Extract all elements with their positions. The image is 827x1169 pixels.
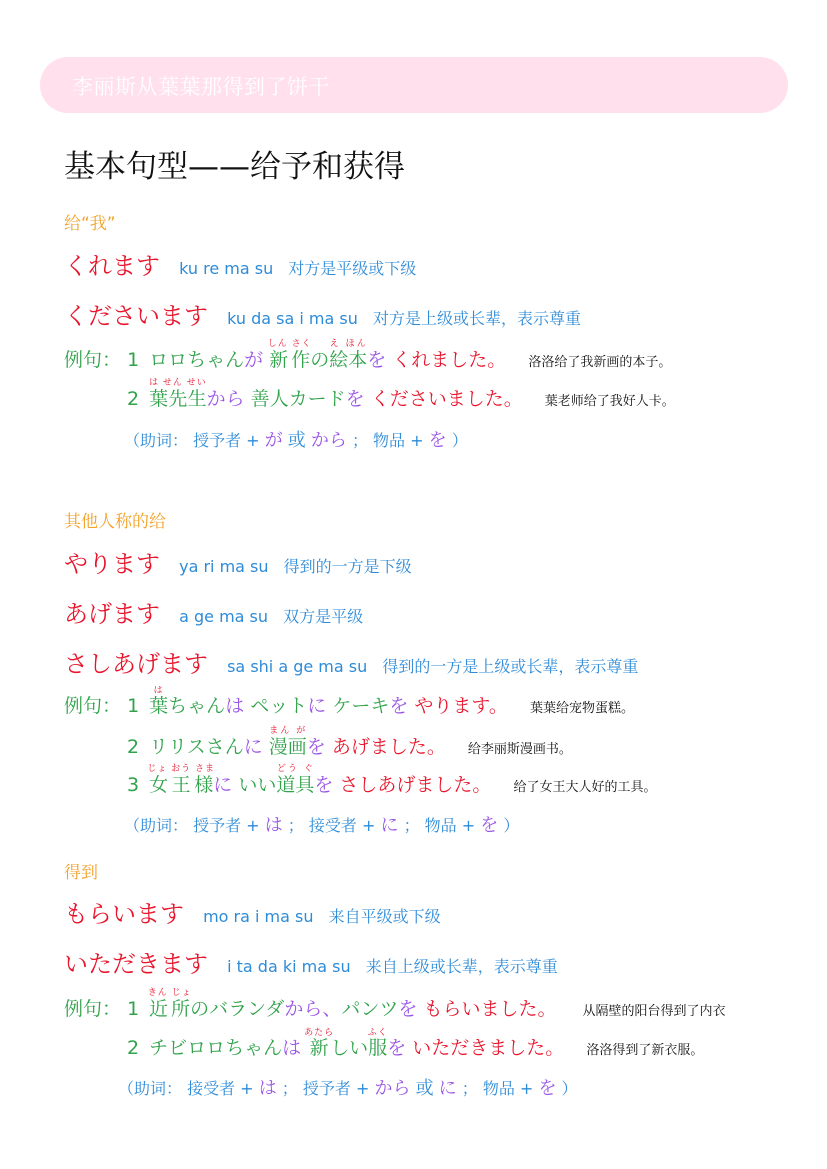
particle: から、 — [284, 998, 342, 1020]
particle-note: （助词： 授予者 + は ； 接受者 + に ； 物品 + を ） — [124, 815, 520, 836]
translation: 洛洛得到了新衣服。 — [586, 1043, 704, 1058]
furigana-word: 葉は — [149, 686, 169, 717]
furigana-word: 近所きん じょ — [147, 988, 192, 1020]
particle: が — [244, 349, 264, 371]
verb: あげました。 — [331, 736, 446, 758]
example-sentence — [127, 726, 572, 759]
meaning: 来自平级或下级 — [328, 907, 441, 926]
furigana-word: 葉先生は せん せい — [148, 378, 207, 410]
particle: を — [306, 736, 326, 758]
word: ケーキ — [332, 695, 390, 717]
particle: を — [345, 388, 365, 410]
example-sentence — [127, 764, 657, 797]
meaning: 得到的一方是下级 — [283, 557, 412, 576]
meaning: 来自上级或长辈，表示尊重 — [365, 957, 558, 976]
furigana-word: 絵本え ほん — [329, 339, 368, 371]
particle: から — [206, 388, 245, 410]
example-number: 2 — [127, 736, 140, 758]
example-number: 2 — [127, 1037, 140, 1059]
section-heading-receive: 得到 — [64, 863, 98, 883]
word: ロロちゃん — [149, 349, 245, 371]
verb: もらいます — [64, 900, 184, 928]
meaning: 双方是平级 — [283, 607, 364, 626]
verb: くれます — [64, 252, 160, 280]
romaji: ku re ma su — [179, 259, 274, 278]
word: 善人カード — [250, 388, 346, 410]
particle: は — [282, 1037, 302, 1059]
meaning: 对方是上级或长辈，表示尊重 — [372, 309, 581, 328]
particle: を — [389, 695, 409, 717]
meaning: 对方是平级或下级 — [288, 259, 417, 278]
example-number: 1 — [127, 695, 140, 717]
translation: 从隔壁的阳台得到了内衣 — [582, 1004, 726, 1019]
translation: 葉葉给宠物蛋糕。 — [529, 701, 634, 716]
particle-note: （助词： 接受者 + は ； 授予者 + から 或 に ； 物品 + を ） — [118, 1078, 578, 1099]
romaji: ku da sa i ma su — [227, 309, 358, 328]
furigana-word: 漫画まん が — [268, 726, 307, 758]
romaji: mo ra i ma su — [203, 907, 314, 926]
verb: くださいます — [64, 302, 208, 330]
verb: やります — [64, 550, 160, 578]
romaji: a ge ma su — [179, 607, 269, 626]
section-heading-others-give: 其他人称的给 — [64, 512, 166, 532]
word: のバランダ — [190, 998, 285, 1020]
verb-row — [64, 894, 441, 929]
verb-row — [64, 246, 416, 281]
translation: 洛洛给了我新画的本子。 — [528, 355, 672, 370]
word: パンツ — [341, 998, 399, 1020]
particle: を — [314, 774, 334, 796]
verb: さしあげました。 — [339, 774, 492, 796]
particle: に — [243, 736, 263, 758]
verb-row — [64, 544, 412, 579]
verb: もらいました。 — [423, 998, 557, 1020]
verb: いただきます — [64, 950, 208, 978]
section-heading-give-me: 给“我” — [64, 214, 116, 234]
word: しい — [330, 1037, 369, 1059]
romaji: ya ri ma su — [179, 557, 269, 576]
word: ちゃん — [168, 695, 226, 717]
translation: 葉老师给了我好人卡。 — [544, 394, 675, 409]
meaning: 得到的一方是上级或长辈，表示尊重 — [382, 657, 639, 676]
word: ペット — [250, 695, 308, 717]
particle: に — [213, 774, 233, 796]
particle: に — [307, 695, 327, 717]
romaji: i ta da ki ma su — [227, 957, 351, 976]
example-number: 1 — [127, 998, 140, 1020]
example-sentence — [64, 339, 671, 372]
particle: を — [398, 998, 418, 1020]
verb: やります。 — [414, 695, 508, 717]
particle: は — [225, 695, 245, 717]
verb-row — [64, 644, 638, 679]
verb-row — [64, 594, 363, 629]
examples-label: 例句： — [64, 349, 122, 371]
furigana-word: 女王様じょ おう さま — [147, 764, 216, 796]
examples-label: 例句： — [64, 695, 122, 717]
verb: さしあげます — [64, 650, 208, 678]
example-number: 3 — [127, 774, 140, 796]
furigana-word: 新作しん さく — [267, 339, 312, 371]
verb: あげます — [64, 600, 160, 628]
translation: 给李丽斯漫画书。 — [467, 742, 572, 757]
header-banner — [40, 57, 788, 113]
particle-note: （助词： 授予者 + が 或 から ； 物品 + を ） — [124, 430, 468, 451]
example-sentence — [127, 378, 675, 411]
romaji: sa shi a ge ma su — [227, 657, 368, 676]
verb: くださいました。 — [370, 388, 523, 410]
word: いい — [238, 774, 277, 796]
example-number: 1 — [127, 349, 140, 371]
word: リリスさん — [149, 736, 244, 758]
example-sentence — [64, 686, 634, 718]
page-title: 基本句型——给予和获得 — [64, 149, 405, 185]
furigana-word: 新あたら — [304, 1028, 335, 1059]
furigana-word: 服ふく — [367, 1028, 388, 1059]
verb: くれました。 — [392, 349, 507, 371]
example-sentence — [127, 1028, 703, 1060]
translation: 给了女王大人好的工具。 — [513, 780, 657, 795]
example-sentence — [64, 988, 726, 1021]
examples-label: 例句： — [64, 998, 122, 1020]
verb: いただきました。 — [412, 1037, 565, 1059]
particle: を — [387, 1037, 407, 1059]
verb-row — [64, 944, 558, 979]
word: の — [310, 349, 330, 371]
word: チビロロちゃん — [149, 1037, 283, 1059]
furigana-word: 道具どう ぐ — [276, 764, 315, 796]
particle: を — [367, 349, 387, 371]
verb-row — [64, 296, 581, 331]
example-number: 2 — [127, 388, 140, 410]
banner-text: 李丽斯从葉葉那得到了饼干 — [72, 75, 330, 99]
